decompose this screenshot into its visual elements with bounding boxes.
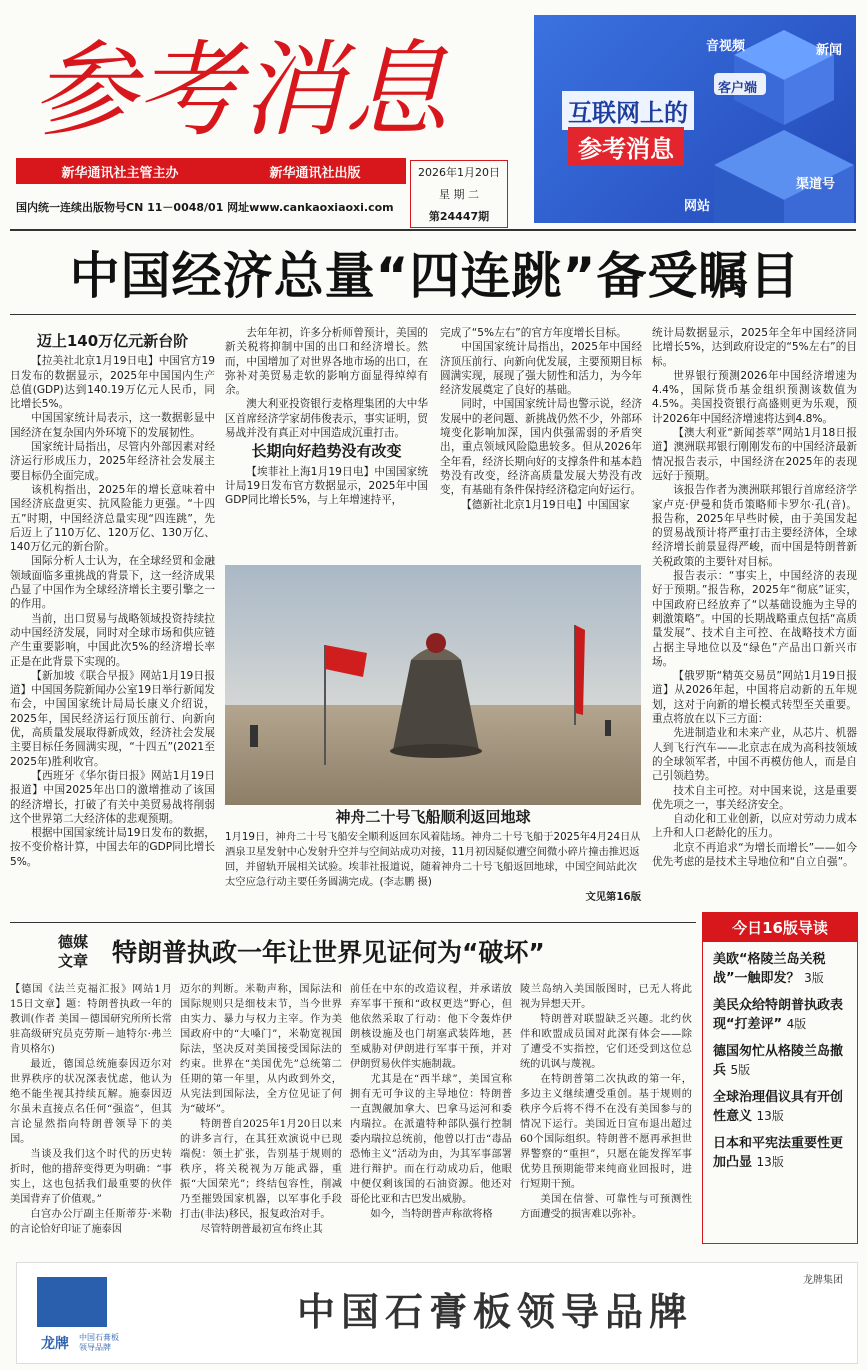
feature-paragraph: 尤其是在“西半球”，美国宣称拥有无可争议的主导地位：特朗普一直觊觎加拿大、巴拿马运河和委内瑞拉。在派遣特种部队强行控制委内瑞拉总统前，他曾以打击“毒品恐怖主义”活动为由，为其军事部署进行辩护。而在行动成功后，他眼中便仅剩该国的石油资源。他还对哥伦比亚和古巴发出威胁。 [350, 1074, 512, 1205]
guide-item-text: 美民众给特朗普执政表现“打差评” [713, 998, 844, 1032]
lead-paragraph: 完成了“5%左右”的官方年度增长目标。 [440, 327, 627, 339]
ad-group-name: 龙牌集团 [803, 1275, 843, 1286]
feature-column-4 [520, 982, 692, 1222]
lead-paragraph: 该报告作者为澳洲联邦银行首席经济学家卢克·伊曼和货币策略师卡罗尔·孔(音)。报告称，2025年早些时候，由于美国发起的贸易战预计将严重打击主要经济体，全球经济增长前景显得严峻，而中国是特朗普新关税政策的主要针对目标。 [652, 484, 857, 568]
feature-paragraph: 当谈及我们这个时代的历史转折时，他的措辞变得更为明确：“事实上，这也包括我们最重要的伙伴美国背弃了价值观。” [10, 1149, 172, 1205]
today-guide-box [702, 912, 858, 1244]
date-box [410, 160, 508, 228]
supervisor-label: 新华通讯社主管主办 [61, 165, 179, 181]
lead-paragraph: 中国国家统计局指出，2025年中国经济顶压前行、向新向优发展，主要预期目标圆满实现，展现了强大韧性和活力，为今年经济发展奠定了良好的基础。 [440, 341, 642, 397]
registration-line: 国内统一连续出版物号CN 11－0048/01 网址www.cankaoxiaoxi.com [16, 201, 394, 214]
capsule-photo[interactable] [225, 565, 641, 805]
feature-headline[interactable]: 特朗普执政一年让世界见证何为“破坏” [112, 938, 545, 967]
lead-paragraph: 该机构指出，2025年的增长意味着中国经济底盘更实、抗风险能力更强。“十四五”时期，中国经济总量实现“四连跳”，先后迈上了110万亿、120万亿、130万亿、140万亿元的新台阶。 [10, 483, 215, 554]
publisher-bar [16, 158, 406, 184]
lead-paragraph: 【新加坡《联合早报》网站1月19日报道】中国国务院新闻办公室19日举行新闻发布会，中国国家统计局局长康义介绍说，2025年，国民经济运行顶压前行、向新向优，高质量发展取得新成效，经济社会发展主要目标任务圆满实现，“十四五”(2021至2025年)胜利收官。 [10, 669, 215, 768]
promo-tag-web: 网站 [684, 199, 711, 214]
guide-item-page: 13版 [756, 1109, 784, 1123]
guide-item-page: 5版 [730, 1063, 751, 1077]
promo-tag-video: 音视频 [706, 39, 746, 54]
guide-item-page: 13版 [756, 1155, 784, 1169]
lead-paragraph: 去年年初，许多分析师曾预计，美国的新关税将抑制中国的出口和经济增长。然而，中国增加了对世界各地市场的出口，在弥补对美贸易走软的影响方面显得绰绰有余。 [225, 327, 428, 397]
feature-paragraph: 在特朗普第二次执政的第一年，多边主义继续遭受重创。基于规则的秩序今后将不得不在没有美国参与的情况下运行。美国近日宣布退出超过60个国际组织。特朗普不愿再承担世界警察的“重担”，只愿在能发挥军事优势且预期能带来纯商业回报时，进行短期干预。 [520, 1074, 692, 1190]
lead-paragraph: 【埃菲社上海1月19日电】中国国家统计局19日发布官方数据显示，2025年中国GDP同比增长5%，与上年增速持平， [225, 465, 428, 507]
guide-item[interactable] [703, 997, 857, 1034]
ad-brand-sub1: 中国石膏板 [79, 1333, 119, 1342]
guide-item[interactable] [703, 1089, 857, 1126]
guide-item[interactable] [703, 951, 857, 988]
issue-date: 2026年1月20日 [418, 166, 500, 179]
photo-see-also[interactable]: 文见第16版 [585, 891, 641, 903]
lead-paragraph: 国家统计局指出，尽管内外部因素对经济运行形成压力，2025年经济社会发展主要目标仍全面完成。 [10, 441, 215, 482]
lead-paragraph: 中国国家统计局表示，这一数据彰显中国经济在复杂国内外环境下的发展韧性。 [10, 412, 215, 439]
promo-title-line1: 互联网上的 [562, 91, 694, 130]
publisher-label: 新华通讯社出版 [269, 165, 361, 181]
ad-brand-sub [79, 1333, 119, 1353]
promo-title-line2: 参考消息 [568, 127, 684, 166]
lead-paragraph: 报告表示：“事实上，中国经济的表现好于预期。”报告称，2025年“彻底”证实，中国政府已经放弃了“以基础设施为主导的刺激策略”。中国的长期战略重点包括“高质量发展”、技术自主可控、在战略技术方面占据主导地位以及“绿色”产品出口新兴市场。 [652, 570, 857, 668]
lead-subhead-1: 迈上140万亿元新台阶 [36, 332, 189, 350]
feature-column-1 [10, 982, 172, 1237]
feature-paragraph: 如今，当特朗普声称欲将格 [370, 1209, 493, 1220]
guide-item-text: 德国匆忙从格陵兰岛撤兵 [713, 1044, 844, 1078]
headline-rule-top [10, 229, 856, 231]
lead-paragraph: 技术自主可控。对中国来说，这是重要优先项之一，事关经济安全。 [652, 784, 857, 811]
feature-paragraph: 尽管特朗普最初宣布终止其 [200, 1224, 323, 1235]
lead-subhead-2: 长期向好趋势没有改变 [251, 442, 402, 461]
ad-slogan: 中国石膏板领导品牌 [297, 1290, 694, 1334]
lead-paragraph: 世界银行预测2026年中国经济增速为4.4%，国际货币基金组织预测该数值为4.5%。美国投资银行高盛则更为乐观，预计2026年中国经济增速将达到4.8%。 [652, 369, 857, 425]
lead-paragraph: 根据中国国家统计局19日发布的数据，按不变价格计算，中国去年的GDP同比增长5%。 [10, 827, 215, 868]
promo-banner[interactable] [534, 15, 856, 223]
photo-caption-text: 1月19日，神舟二十号飞船安全顺利返回东风着陆场。神舟二十号飞船于2025年4月24日从酒泉卫星发射中心发射升空并与空间站成功对接，11月初因疑似遭空间微小碎片撞击推迟返回，并留轨开展相关试验。埃菲社报道说，随着神舟二十号飞船返回地球，中国空间站此次太空应急行动主要任务圆满完成。(李志鹏 摄) [225, 831, 641, 888]
masthead-logo-text: 参考消息 [32, 29, 449, 151]
guide-item[interactable] [703, 1043, 857, 1080]
feature-paragraph: 白宫办公厅副主任斯蒂芬·米勒的言论恰好印证了施泰因 [10, 1209, 172, 1235]
feature-rule [10, 922, 696, 923]
guide-item-text: 日本和平宪法重要性更加凸显 [713, 1136, 844, 1170]
photo-caption [225, 830, 641, 905]
guide-title: 今日16版导读 [703, 913, 857, 942]
lead-paragraph: 澳大利亚投资银行麦格理集团的大中华区首席经济学家胡伟俊表示，事实证明，贸易战并没有真正对中国造成沉重打击。 [225, 398, 428, 440]
guide-item-text: 美欧“格陵兰岛关税战”一触即发？ [713, 952, 826, 986]
guide-item-page: 3版 [804, 971, 824, 985]
capsule-landing-image [225, 565, 641, 805]
issue-number: 第24447期 [428, 210, 490, 223]
lead-paragraph: 【澳大利亚“新闻荟萃”网站1月18日报道】澳洲联邦银行刚刚发布的中国经济最新情况报告表示，中国经济在2025年的表现远好于预期。 [652, 427, 857, 482]
lead-paragraph: 北京不再追求“为增长而增长”——如今优先考虑的是技术主导地位和“自立自强”。 [652, 841, 857, 868]
feature-paragraph: 美国在信誉、可靠性与可预测性方面遭受的损害难以弥补。 [520, 1194, 692, 1220]
lead-paragraph: 【拉美社北京1月19日电】中国官方19日发布的数据显示，2025年中国国内生产总值(GDP)达到140.19万亿元人民币，同比增长5%。 [10, 355, 215, 411]
ad-brand-sub2: 领导品牌 [79, 1343, 111, 1352]
dragon-logo-icon [37, 1277, 107, 1327]
lead-paragraph: 统计局数据显示，2025年全年中国经济同比增长5%，达到政府设定的“5%左右”的目标。 [652, 327, 857, 368]
promo-tag-app: 客户端 [718, 81, 758, 96]
lead-paragraph: 【德新社北京1月19日电】中国国家 [461, 498, 630, 511]
main-headline[interactable]: 中国经济总量“四连跳”备受瞩目 [69, 247, 801, 305]
lead-column-4 [652, 326, 857, 869]
guide-item-page: 4版 [786, 1017, 807, 1031]
lead-paragraph: 同时，中国国家统计局也警示说，经济发展中的老问题、新挑战仍然不少，外部环境变化影响加深，国内供强需弱的矛盾突出，重点领域风险隐患较多。但从2026年全年看，经济长期向好的支撑条件和基本趋势没有改变，经济高质量发展大势没有改变，有基础有条件保持经济稳定向好运行。 [440, 398, 642, 497]
feature-paragraph: 特朗普自2025年1月20日以来的讲多言行，在其狂欢演说中已现端倪：领土扩张，告别基于规则的秩序，将关税视为万能武器，重振“大国荣光”；终结包容性，削减乃至摧毁国家机器，以军事化手段打击(非法)移民，报复政治对手。 [180, 1119, 342, 1220]
guide-item[interactable] [703, 1135, 857, 1172]
lead-paragraph: 先进制造业和未来产业，从芯片、机器人到飞行汽车——北京志在成为高科技领域的全球领军者，中国不再模仿他人，而是自己引领趋势。 [652, 727, 857, 783]
ad-brand: 龙牌 [41, 1336, 69, 1352]
guide-item-text: 全球治理倡议具有开创性意义 [713, 1090, 844, 1124]
feature-kicker: 德媒文章 [58, 933, 89, 970]
lead-paragraph: 【俄罗斯“精英交易员”网站1月19日报道】从2026年起，中国将启动新的五年规划，这对于向新的增长模式转型至关重要。重点将放在以下三方面： [652, 670, 857, 726]
promo-tag-news: 新闻 [816, 43, 843, 58]
feature-paragraph: 【德国《法兰克福汇报》网站1月15日文章】题：特朗普执政一年的教训(作者 美国－德国研究所所长常驻高级研究员克劳斯－迪特尔·弗兰肯贝格尔) [10, 984, 172, 1055]
feature-paragraph: 前任在中东的改造议程，并承诺放弃军事干预和“政权更迭”野心，但他依然采取了行动：他下令轰炸伊朗核设施及也门胡塞武装阵地，甚至威胁对伊朗进行军事干预，并对伊朗贸易伙伴实施制裁。 [350, 984, 512, 1070]
headline-rule-bottom [10, 314, 856, 315]
lead-paragraph: 【西班牙《华尔街日报》网站1月19日报道】中国2025年出口的激增推动了该国的经济增长，打破了有关中美贸易战将削弱这个世界第二大经济体的悲观预期。 [10, 769, 215, 825]
feature-paragraph: 迈尔的判断。米勒声称，国际法和国际规则只是细枝末节，当今世界由实力、暴力与权力主宰。作为美国政府中的“大嗓门”，米勒宽视国际法，坚决反对美国接受国际法的约束。世界在“美国优先”总统第二任期的第一年里，从内政到外交，从宪法到国际法，全方位见证了何为“破坏”。 [180, 984, 342, 1115]
feature-paragraph: 最近，德国总统施泰因迈尔对世界秩序的状况深表忧虑，他认为绝不能坐视其持续瓦解。施泰因迈尔虽未直接点名任何“强盗”，但其言论显然指向特朗普领导下的美国。 [10, 1059, 172, 1145]
lead-column-2 [225, 326, 428, 508]
promo-tag-channel: 渠道号 [796, 177, 836, 192]
lead-paragraph: 当前，出口贸易与战略领域投资持续拉动中国经济发展，同时对全球市场和供应链产生重要影响，中国此次5%的经济增长率正是在此背景下实现的。 [10, 612, 215, 668]
photo-title: 神舟二十号飞船顺利返回地球 [335, 808, 531, 826]
feature-paragraph: 陵兰岛纳入美国版图时，已无人将此视为异想天开。 [520, 984, 692, 1010]
lead-paragraph: 国际分析人士认为，在全球经贸和金融领域面临多重挑战的背景下，这一经济成果凸显了中国作为全球经济增长主要引擎之一的作用。 [10, 555, 215, 611]
gypsum-board-ad[interactable] [16, 1262, 858, 1364]
issue-weekday: 星 期 二 [439, 188, 479, 201]
masthead-logo [22, 14, 492, 154]
feature-column-2 [180, 982, 342, 1237]
feature-column-3 [350, 982, 512, 1222]
lead-column-3 [440, 326, 642, 512]
lead-paragraph: 自动化和工业创新，以应对劳动力成本上升和人口老龄化的压力。 [652, 813, 857, 840]
lead-column-1 [10, 330, 215, 869]
feature-paragraph: 特朗普对联盟缺乏兴趣。北约伙伴和欧盟成员国对此深有体会——除了遭受不实指控，它们还受到这位总统的讥讽与蔑视。 [520, 1014, 692, 1070]
